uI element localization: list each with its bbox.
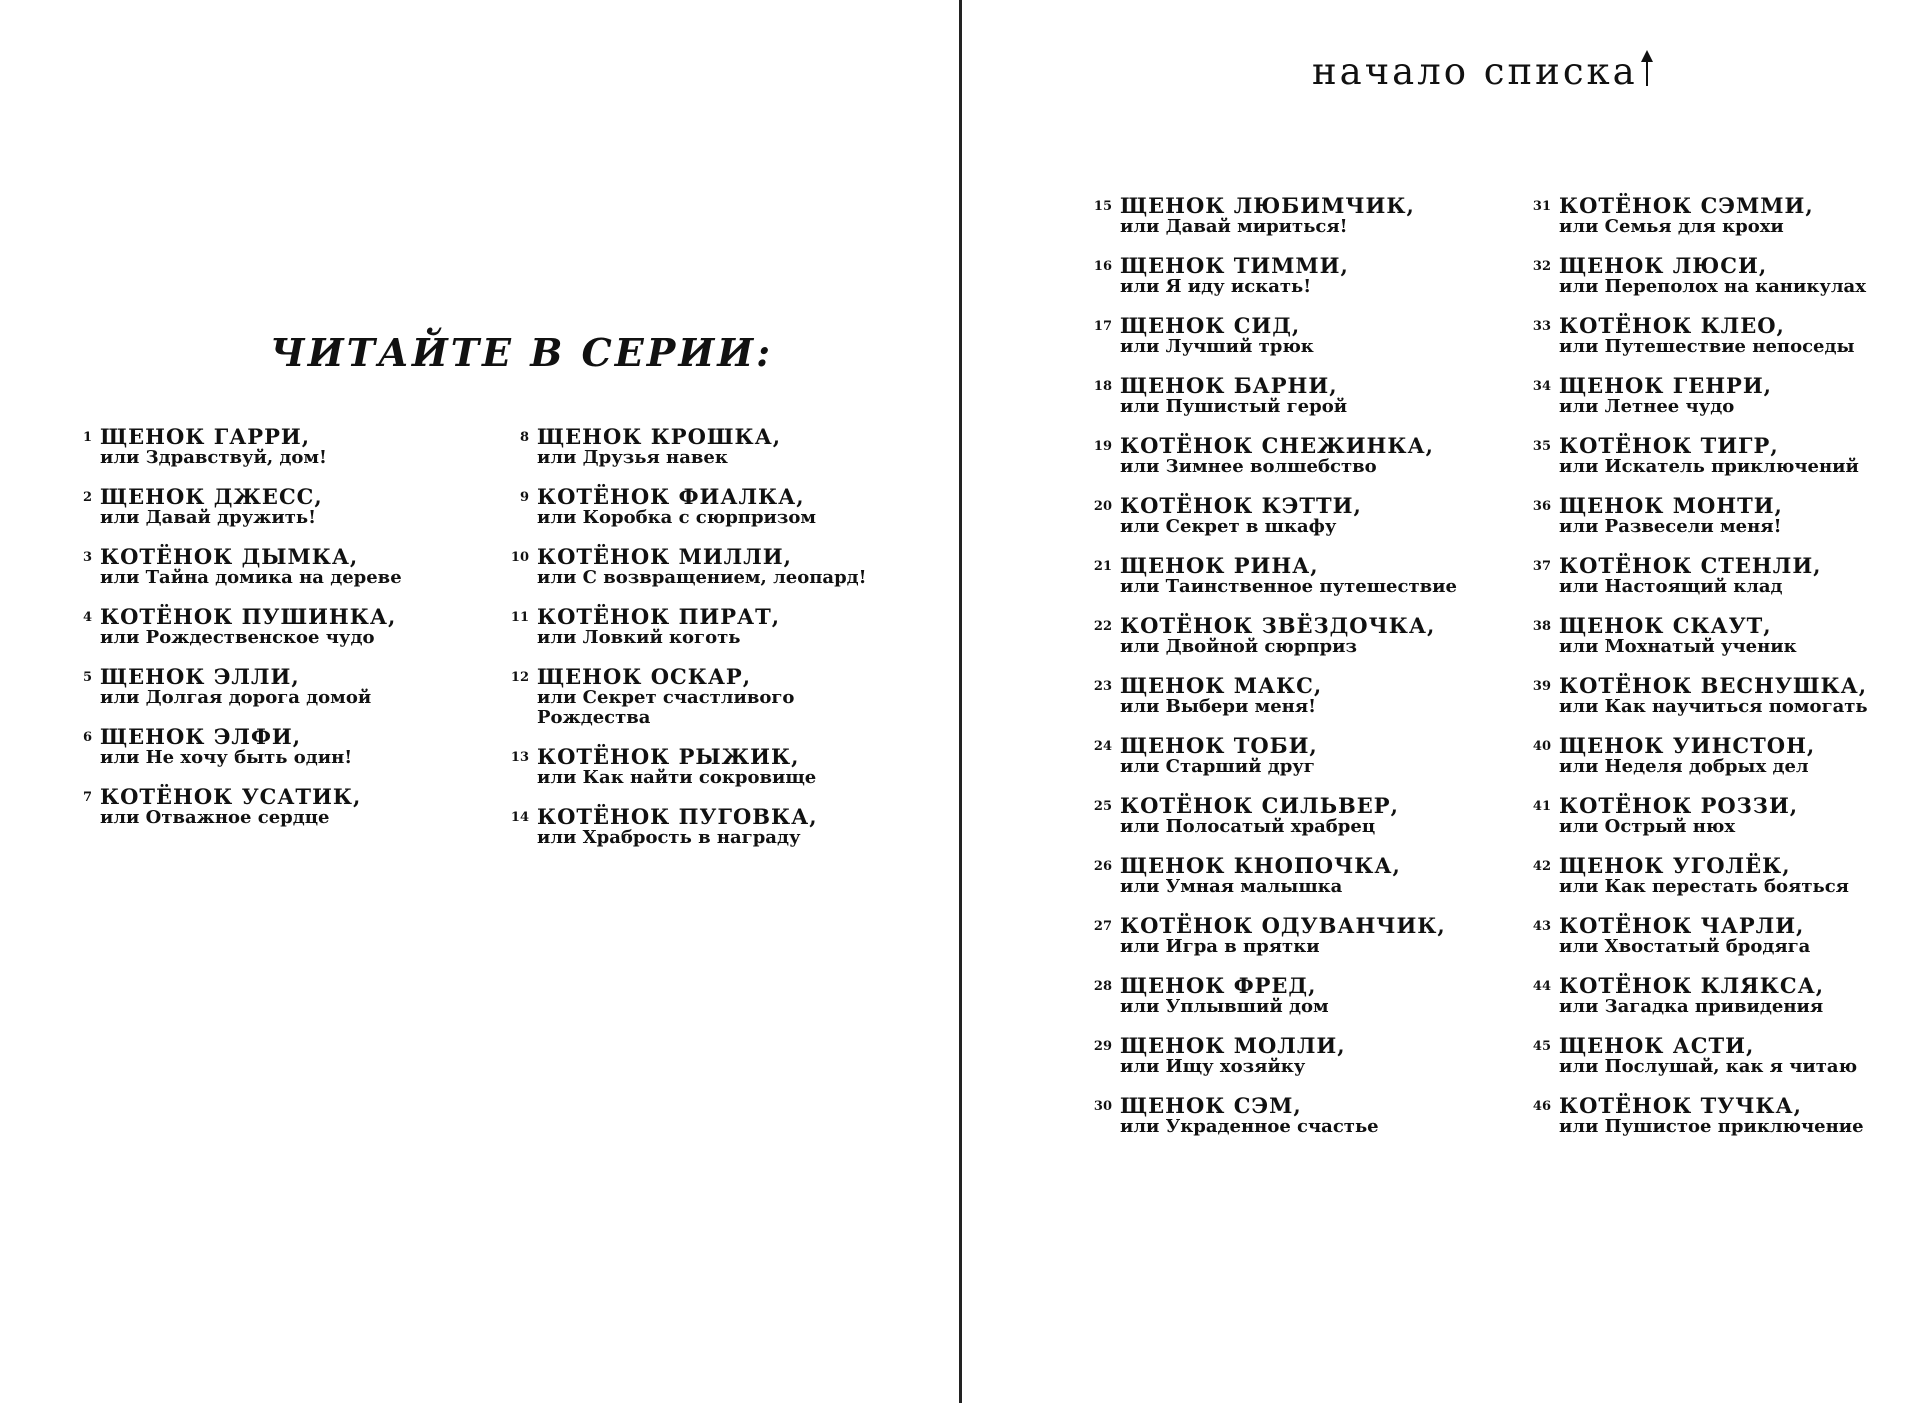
book-title: ЩЕНОК ТИММИ,: [1120, 253, 1349, 278]
book-subtitle: или Хвостатый бродяга: [1559, 936, 1811, 957]
book-number: 5: [82, 670, 92, 685]
book-subtitle: или Таинственное путешествие: [1120, 576, 1457, 597]
book-title: ЩЕНОК МОЛЛИ,: [1120, 1033, 1346, 1058]
book-entry: [1532, 193, 1868, 254]
book-title: КОТЁНОК ЧАРЛИ,: [1559, 913, 1805, 938]
book-title: КОТЁНОК УСАТИК,: [100, 784, 362, 809]
book-title: ЩЕНОК ОСКАР,: [537, 664, 752, 689]
book-subtitle: или Неделя добрых дел: [1559, 756, 1809, 777]
book-title: ЩЕНОК ЛЮБИМЧИК,: [1120, 193, 1415, 218]
series-heading: ЧИТАЙТЕ В СЕРИИ:: [270, 330, 774, 375]
book-list-column-4: [1532, 193, 1868, 1154]
book-subtitle-continued: Рождества: [537, 707, 651, 728]
book-number: 32: [1532, 259, 1551, 274]
book-entry: [510, 804, 867, 865]
book-title: КОТЁНОК ТИГР,: [1559, 433, 1779, 458]
book-number: 19: [1093, 439, 1112, 454]
book-title: КОТЁНОК РЫЖИК,: [537, 744, 800, 769]
book-number: 9: [519, 490, 529, 505]
book-subtitle: или Пушистое приключение: [1559, 1116, 1864, 1137]
book-entry: [1532, 253, 1868, 314]
book-entry: [1093, 1033, 1457, 1094]
book-title: КОТЁНОК ВЕСНУШКА,: [1559, 673, 1868, 698]
book-number: 11: [510, 610, 529, 625]
book-number: 41: [1532, 799, 1551, 814]
book-number: 12: [510, 670, 529, 685]
book-number: 34: [1532, 379, 1551, 394]
book-title: ЩЕНОК СЭМ,: [1120, 1093, 1302, 1118]
book-subtitle: или Давай дружить!: [100, 507, 317, 528]
book-list-column-1: [82, 424, 402, 845]
book-subtitle: или Как найти сокровище: [537, 767, 817, 788]
book-entry: [82, 784, 402, 845]
book-subtitle: или Храбрость в награду: [537, 827, 801, 848]
book-title: ЩЕНОК МОНТИ,: [1559, 493, 1783, 518]
book-number: 36: [1532, 499, 1551, 514]
book-title: ЩЕНОК ФРЕД,: [1120, 973, 1317, 998]
book-entry: [82, 664, 402, 725]
book-list-column-2: [510, 424, 867, 865]
book-entry: [519, 484, 867, 545]
book-entry: [1532, 793, 1868, 854]
book-entry: [1532, 1093, 1868, 1154]
book-subtitle: или Путешествие непоседы: [1559, 336, 1855, 357]
book-title: КОТЁНОК СИЛЬВЕР,: [1120, 793, 1399, 818]
book-subtitle: или Как перестать бояться: [1559, 876, 1849, 897]
book-title: ЩЕНОК КРОШКА,: [537, 424, 782, 449]
book-number: 26: [1093, 859, 1112, 874]
book-number: 38: [1532, 619, 1551, 634]
book-number: 28: [1093, 979, 1112, 994]
book-subtitle: или Летнее чудо: [1559, 396, 1735, 417]
book-title: ЩЕНОК МАКС,: [1120, 673, 1323, 698]
book-number: 4: [82, 610, 92, 625]
book-entry: [510, 744, 867, 805]
book-entry: [1532, 733, 1868, 794]
list-start-text: начало списка: [1312, 50, 1638, 93]
book-number: 43: [1532, 919, 1551, 934]
book-title: ЩЕНОК АСТИ,: [1559, 1033, 1755, 1058]
book-subtitle: или Выбери меня!: [1120, 696, 1317, 717]
book-entry: [1532, 553, 1868, 614]
book-entry: [1532, 373, 1868, 434]
book-title: КОТЁНОК КЛЕО,: [1559, 313, 1785, 338]
book-subtitle: или Уплывший дом: [1120, 996, 1329, 1017]
book-title: ЩЕНОК ЭЛЛИ,: [100, 664, 300, 689]
book-title: КОТЁНОК СТЕНЛИ,: [1559, 553, 1822, 578]
book-entry: [1093, 613, 1457, 674]
book-subtitle: или Секрет в шкафу: [1120, 516, 1337, 537]
book-title: ЩЕНОК УГОЛЁК,: [1559, 853, 1791, 878]
book-entry: [1532, 673, 1868, 734]
book-subtitle: или Давай мириться!: [1120, 216, 1348, 237]
book-number: 23: [1093, 679, 1112, 694]
book-subtitle: или Умная малышка: [1120, 876, 1343, 897]
book-entry: [1093, 373, 1457, 434]
book-subtitle: или Полосатый храбрец: [1120, 816, 1376, 837]
book-number: 15: [1093, 199, 1112, 214]
book-entry: [82, 484, 402, 545]
book-subtitle: или Старший друг: [1120, 756, 1315, 777]
book-number: 25: [1093, 799, 1112, 814]
book-entry: [1093, 973, 1457, 1034]
book-title: ЩЕНОК СИД,: [1120, 313, 1301, 338]
book-entry: [1093, 313, 1457, 374]
book-subtitle: или Украденное счастье: [1120, 1116, 1379, 1137]
book-title: КОТЁНОК СЭММИ,: [1559, 193, 1814, 218]
book-number: 7: [82, 790, 92, 805]
book-title: КОТЁНОК КЛЯКСА,: [1559, 973, 1825, 998]
book-entry: [1532, 313, 1868, 374]
book-title: ЩЕНОК ТОБИ,: [1120, 733, 1318, 758]
book-number: 45: [1532, 1039, 1551, 1054]
book-subtitle: или Послушай, как я читаю: [1559, 1056, 1858, 1077]
book-number: 13: [510, 750, 529, 765]
book-title: ЩЕНОК ГЕНРИ,: [1559, 373, 1772, 398]
book-subtitle: или Развесели меня!: [1559, 516, 1782, 537]
book-subtitle: или Игра в прятки: [1120, 936, 1320, 957]
book-number: 40: [1532, 739, 1551, 754]
book-title: ЩЕНОК ДЖЕСС,: [100, 484, 323, 509]
book-subtitle: или Секрет счастливого: [537, 687, 795, 708]
book-number: 18: [1093, 379, 1112, 394]
book-title: КОТЁНОК ПУГОВКА,: [537, 804, 818, 829]
book-entry: [1532, 613, 1868, 674]
book-title: ЩЕНОК ЛЮСИ,: [1559, 253, 1768, 278]
list-start-label: [1312, 50, 1654, 93]
book-number: 1: [82, 430, 92, 445]
book-entry: [1093, 913, 1457, 974]
book-entry: [1093, 733, 1457, 794]
book-title: КОТЁНОК ДЫМКА,: [100, 544, 359, 569]
book-list-column-3: [1093, 193, 1457, 1154]
book-subtitle: или Не хочу быть один!: [100, 747, 353, 768]
book-entry: [519, 424, 867, 485]
arrow-up-icon: [1640, 50, 1654, 90]
book-subtitle: или Я иду искать!: [1120, 276, 1312, 297]
book-entry: [82, 604, 402, 665]
book-title: КОТЁНОК ТУЧКА,: [1559, 1093, 1802, 1118]
book-number: 46: [1532, 1099, 1551, 1114]
book-entry: [1093, 433, 1457, 494]
book-number: 42: [1532, 859, 1551, 874]
book-subtitle: или Коробка с сюрпризом: [537, 507, 817, 528]
book-entry: [1093, 853, 1457, 914]
book-title: КОТЁНОК ФИАЛКА,: [537, 484, 805, 509]
book-entry: [1532, 433, 1868, 494]
book-number: 21: [1093, 559, 1112, 574]
book-entry: [1532, 1033, 1868, 1094]
book-subtitle: или Друзья навек: [537, 447, 728, 468]
book-subtitle: или Долгая дорога домой: [100, 687, 372, 708]
book-entry: [510, 664, 867, 745]
book-subtitle: или Мохнатый ученик: [1559, 636, 1797, 657]
book-subtitle: или Тайна домика на дереве: [100, 567, 402, 588]
book-subtitle: или Искатель приключений: [1559, 456, 1859, 477]
book-subtitle: или Рождественское чудо: [100, 627, 375, 648]
book-entry: [1532, 973, 1868, 1034]
book-title: КОТЁНОК РОЗЗИ,: [1559, 793, 1799, 818]
book-title: ЩЕНОК ЭЛФИ,: [100, 724, 302, 749]
book-entry: [1093, 493, 1457, 554]
book-subtitle: или Настоящий клад: [1559, 576, 1783, 597]
book-subtitle: или Ловкий коготь: [537, 627, 741, 648]
book-number: 30: [1093, 1099, 1112, 1114]
book-title: КОТЁНОК ПИРАТ,: [537, 604, 781, 629]
book-entry: [1532, 853, 1868, 914]
book-title: КОТЁНОК КЭТТИ,: [1120, 493, 1362, 518]
book-number: 20: [1093, 499, 1112, 514]
book-title: ЩЕНОК ГАРРИ,: [100, 424, 311, 449]
book-subtitle: или Ищу хозяйку: [1120, 1056, 1306, 1077]
book-number: 10: [510, 550, 529, 565]
book-title: ЩЕНОК СКАУТ,: [1559, 613, 1772, 638]
book-subtitle: или Пушистый герой: [1120, 396, 1348, 417]
book-entry: [1532, 913, 1868, 974]
book-entry: [1532, 493, 1868, 554]
book-title: КОТЁНОК ЗВЁЗДОЧКА,: [1120, 613, 1436, 638]
book-subtitle: или Переполох на каникулах: [1559, 276, 1866, 297]
book-number: 37: [1532, 559, 1551, 574]
book-title: ЩЕНОК РИНА,: [1120, 553, 1319, 578]
book-number: 39: [1532, 679, 1551, 694]
book-entry: [510, 544, 867, 605]
book-subtitle: или Загадка привидения: [1559, 996, 1824, 1017]
book-number: 27: [1093, 919, 1112, 934]
book-subtitle: или Двойной сюрприз: [1120, 636, 1357, 657]
book-title: КОТЁНОК МИЛЛИ,: [537, 544, 792, 569]
book-number: 14: [510, 810, 529, 825]
book-number: 3: [82, 550, 92, 565]
book-number: 44: [1532, 979, 1551, 994]
book-title: ЩЕНОК УИНСТОН,: [1559, 733, 1816, 758]
page-divider: [959, 0, 962, 1403]
book-number: 17: [1093, 319, 1112, 334]
book-number: 6: [82, 730, 92, 745]
book-number: 24: [1093, 739, 1112, 754]
book-subtitle: или Семья для крохи: [1559, 216, 1784, 237]
book-subtitle: или Лучший трюк: [1120, 336, 1314, 357]
book-title: ЩЕНОК КНОПОЧКА,: [1120, 853, 1401, 878]
book-entry: [510, 604, 867, 665]
book-title: КОТЁНОК ОДУВАНЧИК,: [1120, 913, 1446, 938]
book-entry: [82, 544, 402, 605]
book-entry: [1093, 793, 1457, 854]
book-number: 33: [1532, 319, 1551, 334]
book-entry: [1093, 193, 1457, 254]
book-subtitle: или Отважное сердце: [100, 807, 330, 828]
book-title: КОТЁНОК СНЕЖИНКА,: [1120, 433, 1434, 458]
book-entry: [1093, 673, 1457, 734]
book-number: 2: [82, 490, 92, 505]
book-number: 22: [1093, 619, 1112, 634]
book-title: КОТЁНОК ПУШИНКА,: [100, 604, 397, 629]
book-subtitle: или С возвращением, леопард!: [537, 567, 867, 588]
book-subtitle: или Здравствуй, дом!: [100, 447, 327, 468]
book-subtitle: или Как научиться помогать: [1559, 696, 1868, 717]
book-number: 8: [519, 430, 529, 445]
book-number: 31: [1532, 199, 1551, 214]
book-title: ЩЕНОК БАРНИ,: [1120, 373, 1338, 398]
book-entry: [82, 724, 402, 785]
book-subtitle: или Острый нюх: [1559, 816, 1736, 837]
book-number: 29: [1093, 1039, 1112, 1054]
book-entry: [1093, 553, 1457, 614]
book-subtitle: или Зимнее волшебство: [1120, 456, 1377, 477]
book-entry: [1093, 253, 1457, 314]
book-entry: [1093, 1093, 1457, 1154]
book-number: 16: [1093, 259, 1112, 274]
book-number: 35: [1532, 439, 1551, 454]
book-entry: [82, 424, 402, 485]
